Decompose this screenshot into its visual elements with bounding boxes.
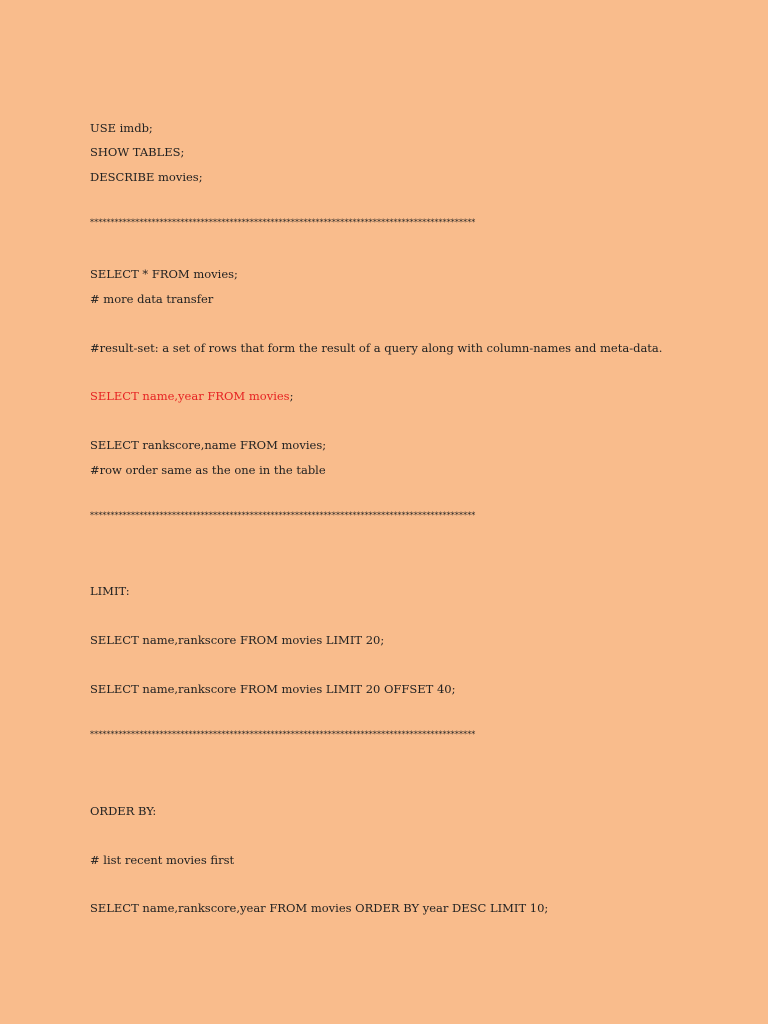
- describe-line: DESCRIBE movies;: [90, 170, 203, 184]
- separator-3: **********************************************************************************************: [90, 730, 476, 739]
- highlighted-query: SELECT name,year FROM movies: [90, 389, 290, 403]
- comment-result-set: #result-set: a set of rows that form the result of a query along with column-names and meta-data.: [90, 341, 663, 355]
- select-name-year-line: [90, 389, 293, 403]
- limit-query-line: SELECT name,rankscore FROM movies LIMIT 20;: [90, 633, 385, 647]
- query-terminator: ;: [289, 389, 294, 403]
- offset-query-line: SELECT name,rankscore FROM movies LIMIT 20 OFFSET 40;: [90, 682, 456, 696]
- limit-heading: LIMIT:: [90, 584, 130, 598]
- comment-row-order: #row order same as the one in the table: [90, 463, 326, 477]
- use-db-line: USE imdb;: [90, 121, 153, 135]
- separator-1: **********************************************************************************************: [90, 218, 476, 227]
- separator-2: **********************************************************************************************: [90, 511, 476, 520]
- order-by-query-line: SELECT name,rankscore,year FROM movies ORDER BY year DESC LIMIT 10;: [90, 901, 549, 915]
- select-rankscore-name-line: SELECT rankscore,name FROM movies;: [90, 438, 327, 452]
- order-by-heading: ORDER BY:: [90, 804, 157, 818]
- comment-recent-first: # list recent movies first: [90, 853, 235, 867]
- select-all-line: SELECT * FROM movies;: [90, 267, 238, 281]
- show-tables-line: SHOW TABLES;: [90, 145, 185, 159]
- comment-more-data: # more data transfer: [90, 292, 214, 306]
